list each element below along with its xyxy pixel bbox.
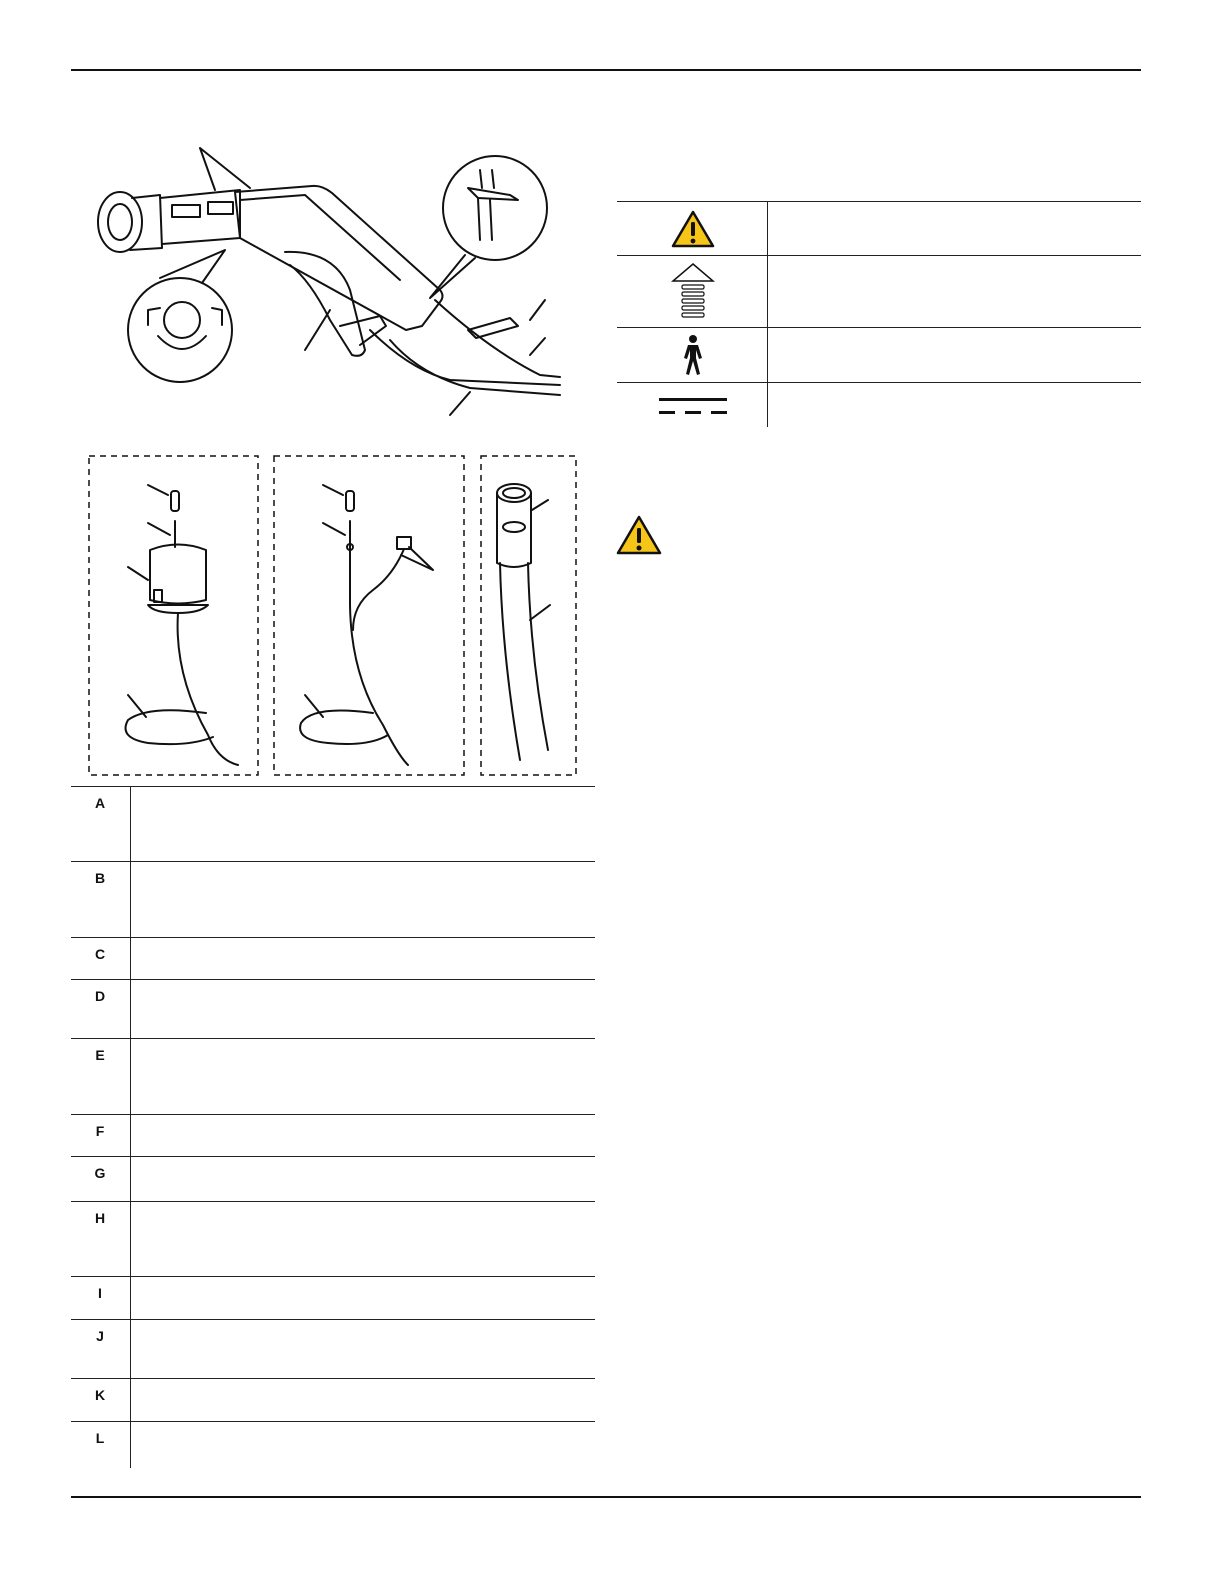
legend-row [71, 1201, 595, 1276]
symbol-column-divider [767, 201, 768, 427]
bottom-rule [71, 1496, 1141, 1498]
legend-letter: E [95, 1047, 105, 1063]
legend-letter: G [94, 1165, 106, 1181]
legend-letter: F [95, 1123, 105, 1139]
electrode-assembly-illustration [88, 455, 260, 777]
top-rule [71, 69, 1141, 71]
handpiece-illustration [90, 140, 580, 430]
legend-row [71, 1378, 595, 1421]
legend-row [71, 979, 595, 1038]
caution-warning-icon [616, 515, 662, 555]
legend-letter: B [94, 870, 106, 886]
electrode-plug-illustration [273, 455, 466, 777]
symbol-table [617, 201, 1141, 431]
legend-row [71, 861, 595, 937]
symbol-row [617, 255, 1141, 327]
legend-row [71, 937, 595, 979]
direct-current-icon [657, 395, 729, 419]
legend-table [71, 786, 595, 1480]
legend-letter: H [94, 1210, 106, 1226]
legend-letter: C [94, 946, 106, 962]
suction-tube-illustration [480, 455, 578, 777]
legend-row [71, 1114, 595, 1156]
legend-column-divider [130, 786, 131, 1468]
legend-letter: A [94, 795, 106, 811]
legend-row [71, 1276, 595, 1319]
legend-letter: I [98, 1285, 102, 1301]
legend-letter: D [94, 988, 106, 1004]
legend-row [71, 786, 595, 861]
symbol-row [617, 327, 1141, 382]
legend-row [71, 1421, 595, 1480]
legend-letter: L [95, 1430, 105, 1446]
body-floating-applied-part-icon [678, 334, 708, 376]
legend-letter: J [96, 1328, 104, 1344]
legend-row [71, 1319, 595, 1378]
symbol-row [617, 382, 1141, 431]
legend-letter: K [94, 1387, 106, 1403]
legend-row [71, 1156, 595, 1201]
warning-triangle-icon [671, 210, 715, 248]
up-arrow-stack-icon [669, 261, 717, 323]
symbol-row [617, 201, 1141, 255]
legend-row [71, 1038, 595, 1114]
